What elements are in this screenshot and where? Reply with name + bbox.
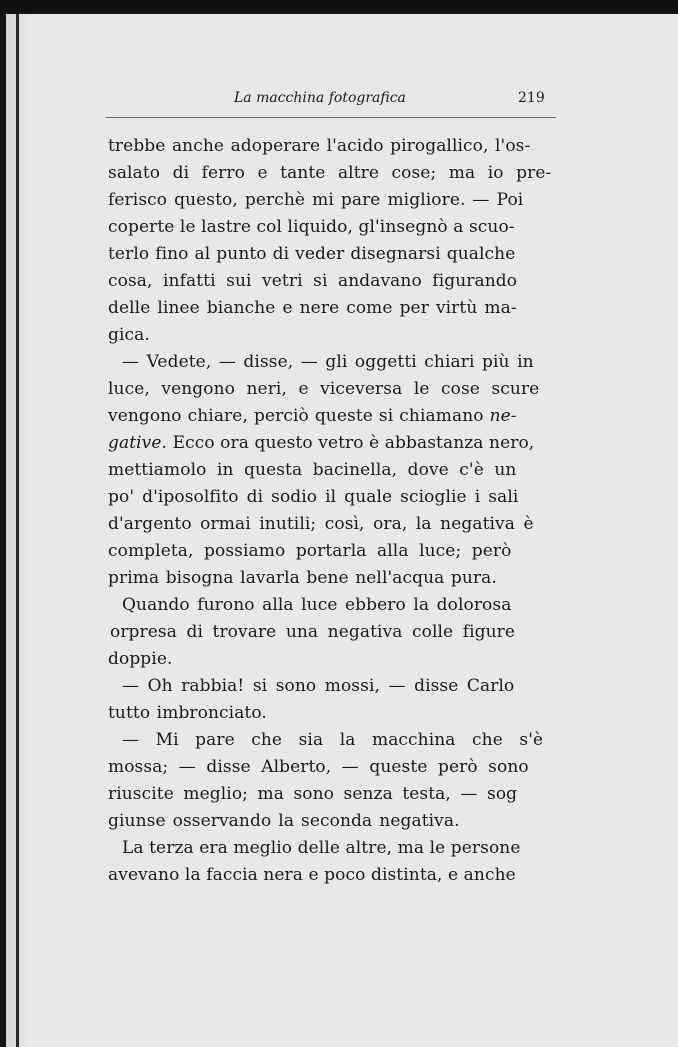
text-line: gica.: [108, 325, 150, 345]
text-line: Quando furono alla luce ebbero la dolorosa: [122, 595, 512, 615]
text-line: ferisco questo, perchè mi pare migliore. — Poi: [108, 190, 524, 210]
text-line: mossa; — disse Alberto, — queste però sono: [108, 757, 529, 777]
text-line: cosa, infatti sui vetri si andavano figurando: [108, 271, 518, 291]
text-line: luce, vengono neri, e viceversa le cose scure: [108, 379, 540, 399]
text-line: — Vedete, — disse, — gli oggetti chiari più in: [122, 352, 534, 372]
text-run: Ecco ora questo vetro è abbastanza nero,: [167, 433, 535, 453]
text-line: terlo fino al punto di veder disegnarsi qualche: [108, 244, 516, 264]
text-line: — Mi pare che sia la macchina che s'è: [122, 730, 544, 750]
text-line: riuscite meglio; ma sono senza testa, — sog: [108, 784, 518, 804]
text-line: [108, 433, 534, 453]
page-number: 219: [518, 90, 545, 106]
text-line: delle linee bianche e nere come per virtù ma-: [108, 298, 517, 318]
text-line: orpresa di trovare una negativa colle figure: [110, 622, 516, 642]
text-line: mettiamolo in questa bacinella, dove c'è un: [108, 460, 517, 480]
text-line: — Oh rabbia! si sono mossi, — disse Carlo: [122, 676, 515, 696]
text-line: d'argento ormai inutili; così, ora, la negativa è: [108, 514, 534, 534]
text-line: po' d'iposolfito di sodio il quale scioglie i sali: [108, 487, 519, 507]
text-line: completa, possiamo portarla alla luce; però: [108, 541, 512, 561]
scan-top-edge: [0, 0, 678, 14]
body-text: [6, 14, 678, 1047]
text-line: salato di ferro e tante altre cose; ma io pre-: [108, 163, 552, 183]
text-line: tutto imbronciato.: [108, 703, 267, 723]
text-run: vengono chiare, perciò queste si chiamano: [108, 406, 484, 426]
text-line: [108, 406, 517, 426]
text-line: doppie.: [108, 649, 173, 669]
text-line: avevano la faccia nera e poco distinta, e anche: [108, 865, 516, 885]
text-line: giunse osservando la seconda negativa.: [108, 811, 460, 831]
text-line: trebbe anche adoperare l'acido pirogallico, l'os-: [108, 136, 531, 156]
italic-word: ne-: [489, 406, 517, 426]
running-title: La macchina fotografica: [234, 90, 406, 106]
text-line: coperte le lastre col liquido, gl'insegnò a scuo-: [108, 217, 515, 237]
text-line: La terza era meglio delle altre, ma le persone: [122, 838, 521, 858]
italic-word: gative.: [108, 433, 168, 453]
text-line: prima bisogna lavarla bene nell'acqua pura.: [108, 568, 497, 588]
book-page: [6, 14, 678, 1047]
